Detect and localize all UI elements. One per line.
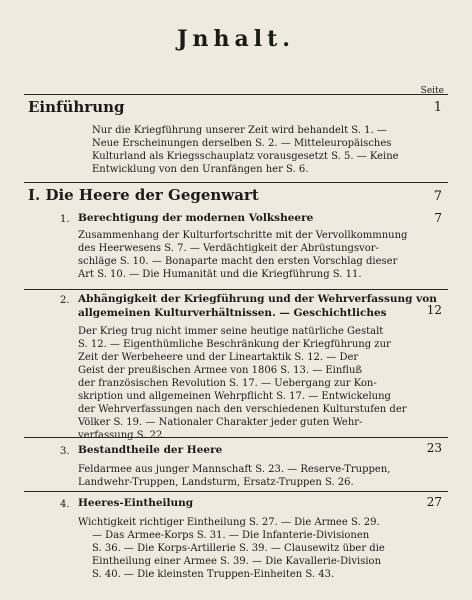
part-heading: I. Die Heere der Gegenwart [28, 186, 259, 204]
section-line: der Wehrverfassungen nach den verschiedenen Kulturstufen der [78, 404, 407, 415]
section-number: 3. [60, 446, 70, 457]
section-line: des Heerwesens S. 7. — Verdächtigkeit der Abrüstungsvor- [78, 243, 379, 254]
section-title: Berechtigung der modernen Volksheere [78, 212, 314, 224]
section-line: Wichtigkeit richtiger Eintheilung S. 27. — Die Armee S. 29. [78, 517, 380, 528]
part-page: 7 [433, 189, 442, 204]
section-line: Geist der preußischen Armee von 1806 S. 13. — Einfluß [78, 365, 363, 376]
intro-line: Nur die Kriegführung unserer Zeit wird behandelt S. 1. — [92, 125, 387, 136]
section-number: 2. [60, 295, 70, 306]
intro-page: 1 [433, 100, 442, 115]
section-title: Abhängigkeit der Kriegführung und der Wehrverfassung von [78, 293, 437, 305]
intro-heading: Einführung [28, 98, 125, 116]
section-title-continued: allgemeinen Kulturverhältnissen. — Geschichtliches [78, 307, 387, 319]
section-line: skription und allgemeinen Wehrpflicht S. 17. — Entwickelung [78, 391, 391, 402]
section-line: S. 40. — Die kleinsten Truppen-Einheiten S. 43. [92, 569, 335, 580]
section-line: verfassung S. 22. [78, 430, 166, 441]
section-line: schläge S. 10. — Bonaparte macht den ersten Vorschlag dieser [78, 256, 398, 267]
seite-label: Seite [420, 86, 444, 96]
section-page: 7 [434, 211, 442, 225]
section-line: Eintheilung einer Armee S. 39. — Die Kavallerie-Division [92, 556, 382, 567]
section-page: 27 [426, 495, 442, 509]
section-rule [24, 491, 448, 492]
section-line: S. 12. — Eigenthümliche Beschränkung der Kriegführung zur [78, 339, 391, 350]
section-line: — Das Armee-Korps S. 31. — Die Infanterie-Divisionen [92, 530, 370, 541]
section-line: Landwehr-Truppen, Landsturm, Ersatz-Truppen S. 26. [78, 477, 354, 488]
section-page: 23 [426, 441, 442, 455]
page-title: Jnhalt. [177, 26, 295, 52]
section-page: 12 [426, 303, 442, 317]
section-line: S. 36. — Die Korps-Artillerie S. 39. — Clausewitz über die [92, 543, 385, 554]
part-rule [24, 182, 448, 183]
section-rule [24, 437, 448, 438]
section-line: Der Krieg trug nicht immer seine heutige natürliche Gestalt [78, 326, 384, 337]
section-line: Feldarmee aus junger Mannschaft S. 23. — Reserve-Truppen, [78, 464, 391, 475]
intro-line: Entwicklung von den Uranfängen her S. 6. [92, 164, 309, 175]
section-line: Zusammenhang der Kulturfortschritte mit der Vervollkommnung [78, 230, 408, 241]
intro-line: Kulturland als Kriegsschauplatz vorausgesetzt S. 5. — Keine [92, 151, 399, 162]
section-line: Völker S. 19. — Nationaler Charakter jeder guten Wehr- [78, 417, 363, 428]
section-number: 1. [60, 214, 70, 225]
section-line: Art S. 10. — Die Humanität und die Kriegführung S. 11. [78, 269, 362, 280]
section-title: Heeres-Eintheilung [78, 497, 194, 509]
intro-line: Neue Erscheinungen derselben S. 2. — Mitteleuropäisches [92, 138, 392, 149]
section-rule [24, 289, 448, 290]
section-number: 4. [60, 499, 70, 510]
top-rule [24, 94, 448, 95]
section-line: Zeit der Werbeheere und der Lineartaktik S. 12. — Der [78, 352, 359, 363]
section-title: Bestandtheile der Heere [78, 444, 223, 456]
section-line: der französischen Revolution S. 17. — Uebergang zur Kon- [78, 378, 377, 389]
